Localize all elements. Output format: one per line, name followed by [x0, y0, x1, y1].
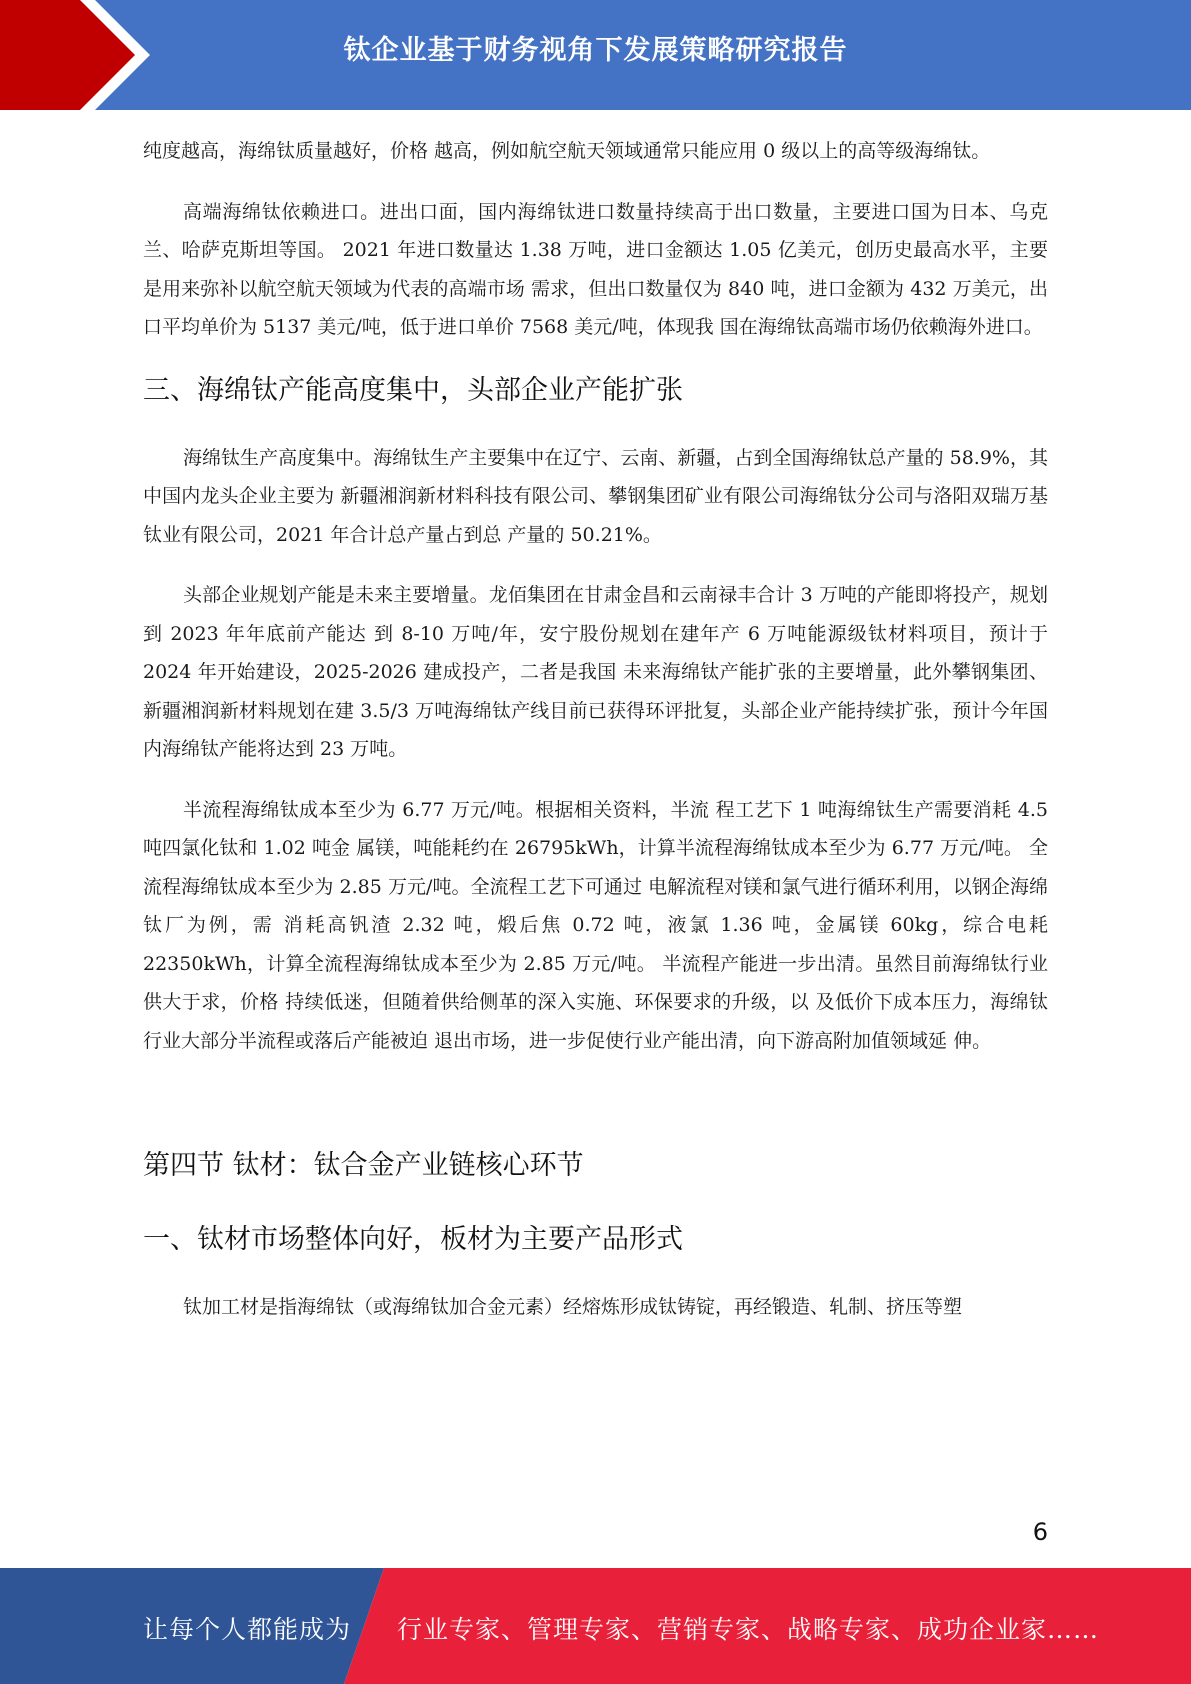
section-heading-titanium-material: 第四节 钛材：钛合金产业链核心环节 [143, 1150, 584, 1181]
paragraph-production-concentration: 海绵钛生产高度集中。海绵钛生产主要集中在辽宁、云南、新疆，占到全国海绵钛总产量的 58.9%，其中国内龙头企业主要为 新疆湘润新材料科技有限公司、攀钢集团矿业有限公司海绵钛分公司与洛阳双瑞万基钛业有限公司，2021 年合计总产量占到总 产量的 50.21%。 [143, 446, 1048, 546]
paragraph-cost: 半流程海绵钛成本至少为 6.77 万元/吨。根据相关资料，半流 程工艺下 1 吨海绵钛生产需要消耗 4.5 吨四氯化钛和 1.02 吨金 属镁，吨能耗约在 26795kWh，计算半流程海绵钛成本至少为 6.77 万元/吨。 全流程海绵钛成本至少为 2.85 万元/吨。全流程工艺下可通过 电解流程对镁和氯气进行循环利用，以钢企海绵钛厂为例，需 消耗高钒渣 2.32 吨，煅后焦 0.72 吨，液氯 1.36 吨，金属镁 60kg，综合电耗 22350kWh，计算全流程海绵钛成本至少为 2.85 万元/吨。 半流程产能进一步出清。虽然目前海绵钛行业供大于求，价格 持续低迷，但随着供给侧革的深入实施、环保要求的升级，以 及低价下成本压力，海绵钛行业大部分半流程或落后产能被迫 退出市场，进一步促使行业产能出清，向下游高附加值领域延 伸。 [143, 798, 1048, 1052]
report-title: 钛企业基于财务视角下发展策略研究报告 [343, 35, 848, 66]
paragraph-import-dependence: 高端海绵钛依赖进口。进出口面，国内海绵钛进口数量持续高于出口数量，主要进口国为日本、乌克兰、哈萨克斯坦等国。 2021 年进口数量达 1.38 万吨，进口金额达 1.05 亿美元，创历史最高水平，主要是用来弥补以航空航天领域为代表的高端市场 需求，但出口数量仅为 840 吨，进口金额为 432 万美元，出口平均单价为 5137 美元/吨，低于进口单价 7568 美元/吨，体现我 国在海绵钛高端市场仍依赖海外进口。 [143, 200, 1048, 338]
heading-capacity-concentration: 三、海绵钛产能高度集中，头部企业产能扩张 [143, 374, 683, 406]
page-number: 6 [1032, 1518, 1048, 1546]
footer-slogan-left: 让每个人都能成为 [143, 1615, 352, 1644]
page-content [143, 132, 1048, 1327]
heading-titanium-market: 一、钛材市场整体向好，板材为主要产品形式 [143, 1224, 683, 1255]
page-header [0, 0, 1191, 110]
paragraph-purity: 纯度越高，海绵钛质量越好，价格 越高，例如航空航天领域通常只能应用 0 级以上的高等级海绵钛。 [143, 140, 991, 162]
paragraph-planned-capacity: 头部企业规划产能是未来主要增量。龙佰集团在甘肃金昌和云南禄丰合计 3 万吨的产能即将投产，规划到 2023 年年底前产能达 到 8-10 万吨/年，安宁股份规划在建年产 6 万吨能源级钛材料项目，预计于 2024 年开始建设，2025-2026 建成投产，二者是我国 未来海绵钛产能扩张的主要增量，此外攀钢集团、新疆湘润新材料规划在建 3.5/3 万吨海绵钛产线目前已获得环评批复，头部企业产能持续扩张，预计今年国内海绵钛产能将达到 23 万吨。 [143, 584, 1048, 760]
page-footer [0, 1568, 1191, 1684]
paragraph-processing-material: 钛加工材是指海绵钛（或海绵钛加合金元素）经熔炼形成钛铸锭，再经锻造、轧制、挤压等塑 [183, 1296, 963, 1318]
footer-slogan-right: 行业专家、管理专家、营销专家、战略专家、成功企业家…… [397, 1615, 1100, 1644]
